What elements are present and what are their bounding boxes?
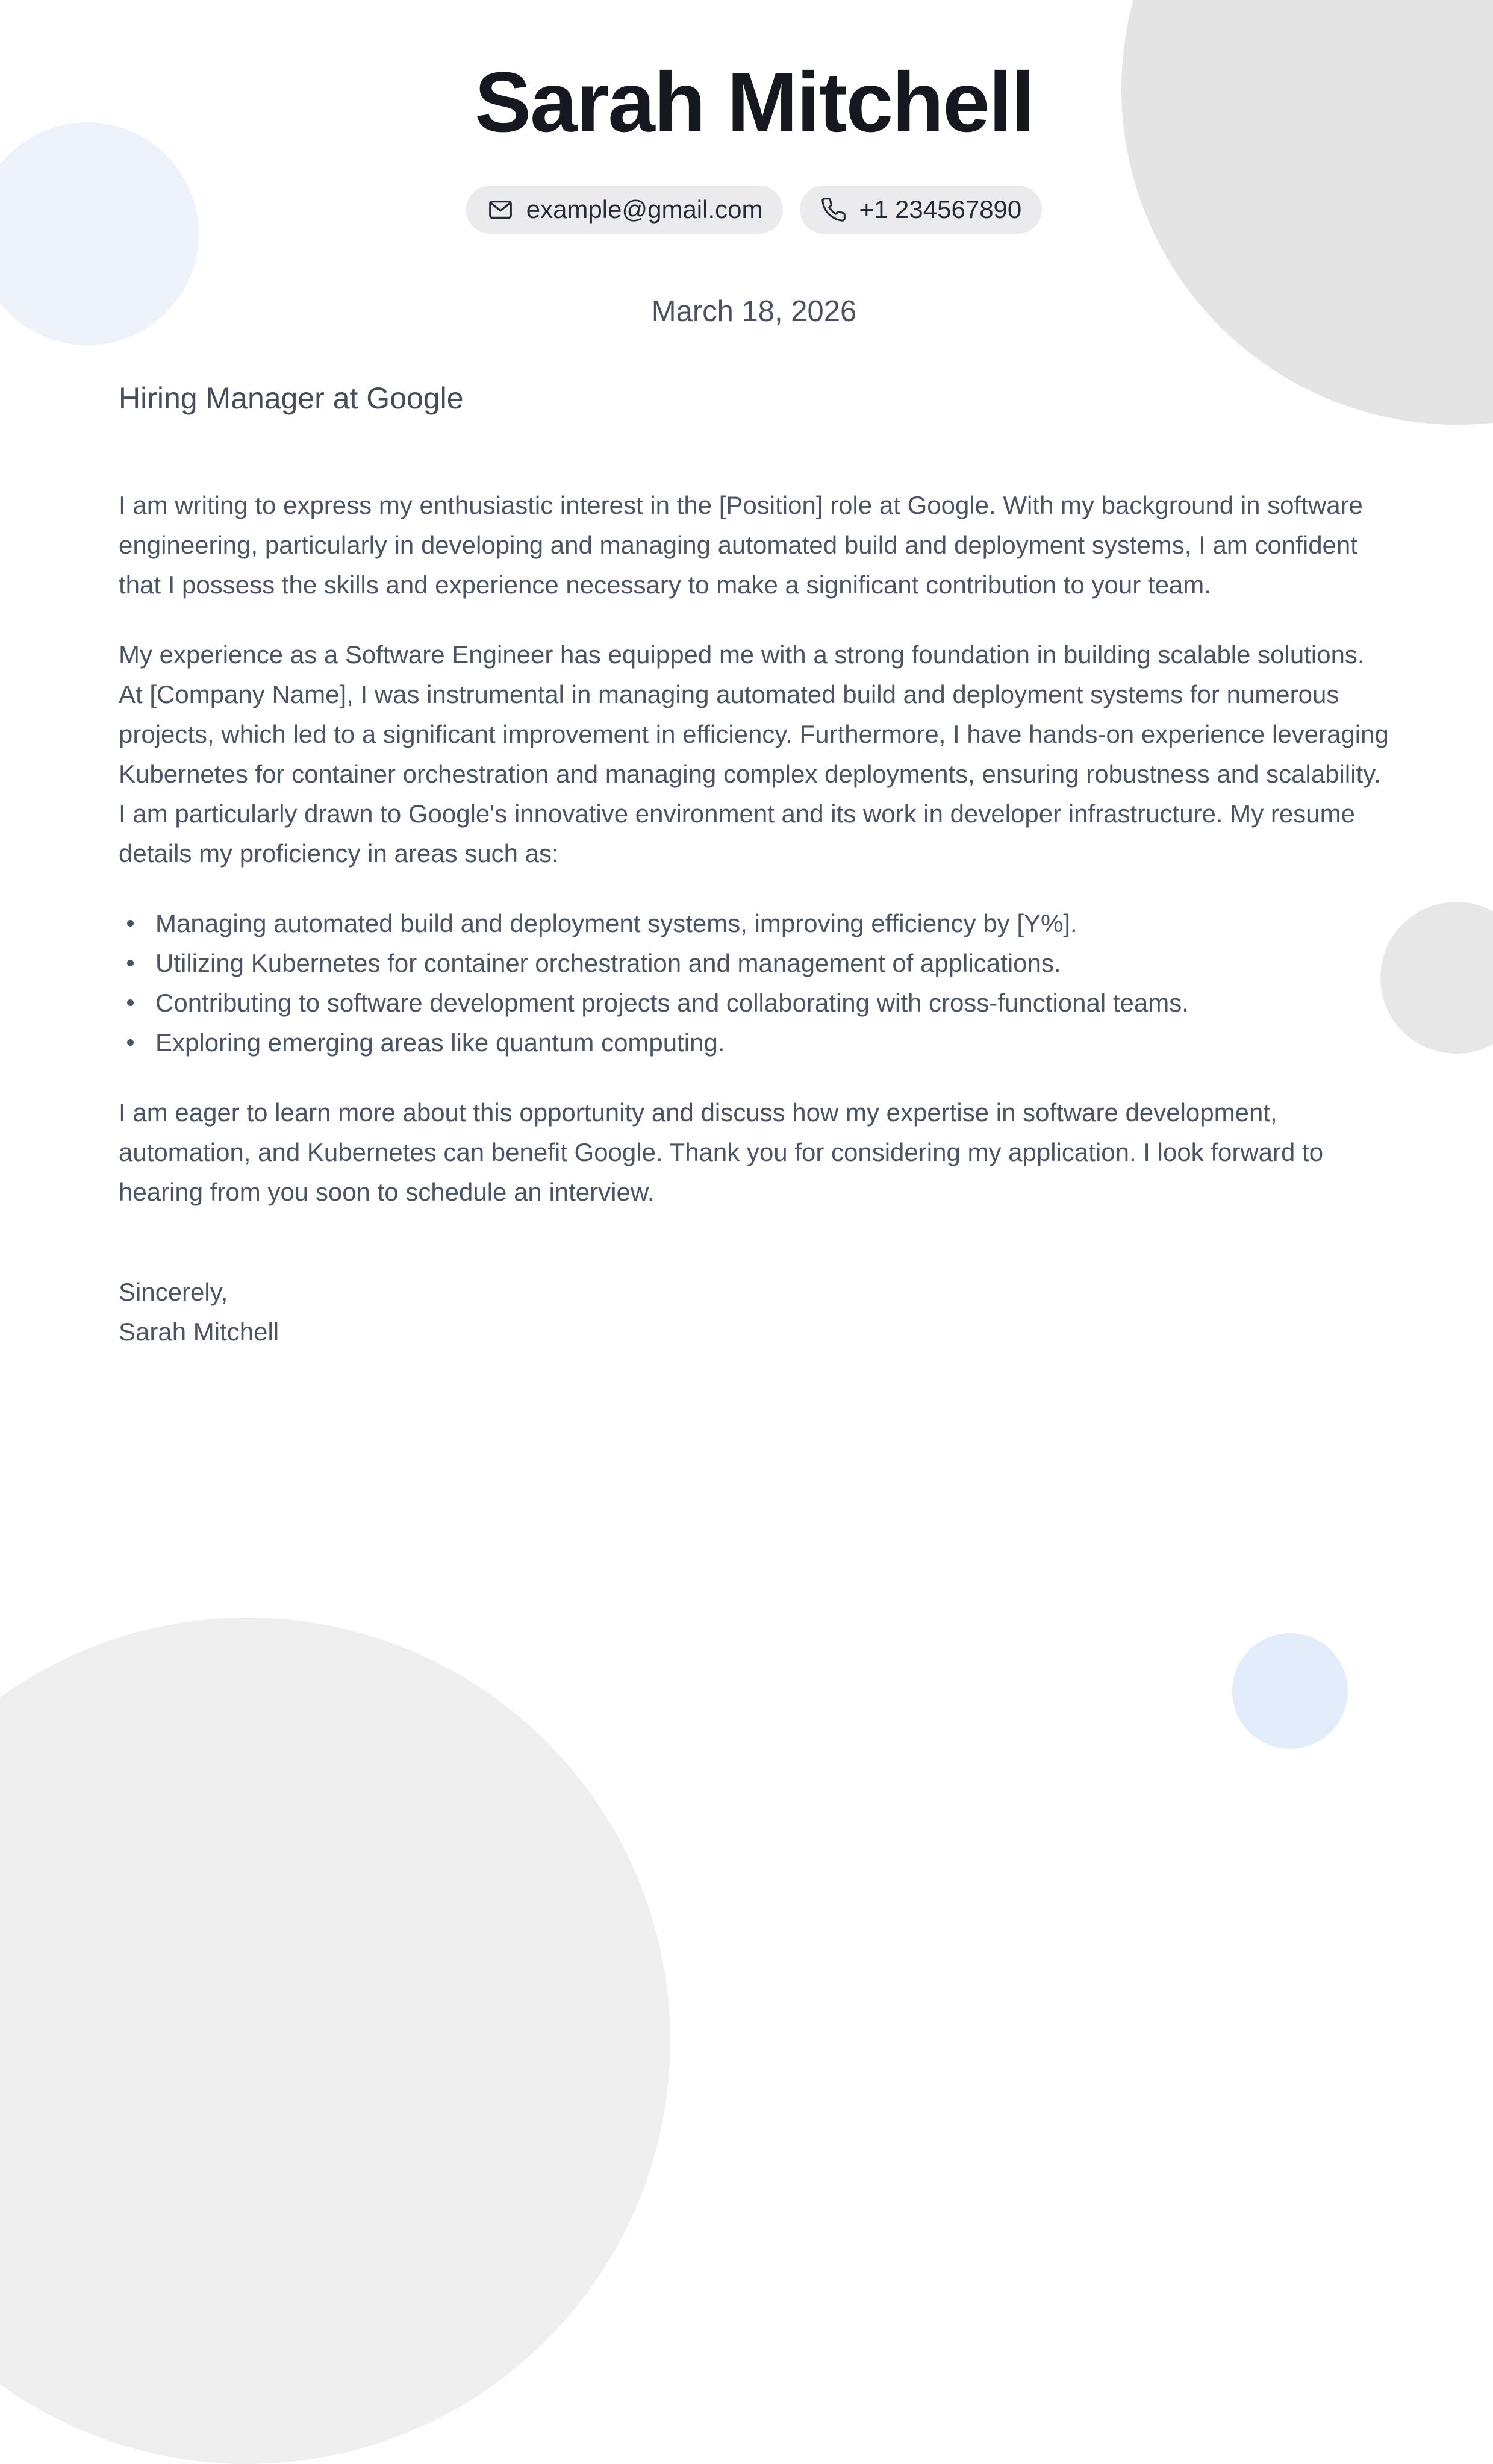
phone-text: +1 234567890	[859, 195, 1022, 224]
list-item-text: Utilizing Kubernetes for container orchestration and management of applications.	[155, 949, 1061, 978]
list-item-text: Exploring emerging areas like quantum computing.	[155, 1028, 725, 1057]
list-item	[119, 983, 1389, 1023]
paragraph-experience	[119, 635, 1389, 874]
decorative-circle-bottom-right	[1232, 1633, 1348, 1749]
bullet-dot	[127, 920, 134, 927]
list-item-text: Contributing to software development projects and collaborating with cross-functional teams.	[155, 989, 1189, 1018]
closing-block	[119, 1272, 1389, 1352]
phone-icon	[820, 196, 847, 223]
cover-letter-page	[0, 54, 1493, 2171]
envelope-icon	[487, 196, 514, 224]
bullet-dot	[127, 999, 134, 1006]
letter-content	[0, 54, 1493, 1352]
letter-date: March 18, 2026	[651, 295, 857, 328]
email-pill	[466, 186, 784, 234]
page-title: Sarah Mitchell	[475, 54, 1033, 149]
paragraph-experience-text: My experience as a Software Engineer has equipped me with a strong foundation in building scalable solutions. At [Company Name], I was instrumental in managing automated build and deployment systems for numerous projects, which led to a significant improvement in efficiency. Furthermore, I have hands-on experience leveraging Kubernetes for container orchestration and managing complex deployments, ensuring robustness and scalability.	[119, 640, 1389, 789]
list-item-text: Managing automated build and deployment systems, improving efficiency by [Y%].	[155, 909, 1077, 938]
phone-pill	[800, 186, 1042, 234]
paragraph-closing: I am eager to learn more about this opportunity and discuss how my expertise in software development, automation, and Kubernetes can benefit Google. Thank you for considering my application. I look forward to hearing from you soon to schedule an interview.	[119, 1098, 1324, 1207]
email-text: example@gmail.com	[526, 195, 763, 224]
letter-body	[119, 486, 1389, 1352]
contact-row	[119, 186, 1389, 234]
list-item	[119, 1023, 1389, 1063]
paragraph-intro: I am writing to express my enthusiastic interest in the [Position] role at Google. With my background in software engineering, particularly in developing and managing automated build and deployment systems, I am confident that I possess the skills and experience necessary to make a significant contribution to your team.	[119, 491, 1363, 599]
highlights-list	[119, 904, 1389, 1063]
decorative-circle-bottom-left	[0, 1618, 670, 2464]
list-item	[119, 904, 1389, 943]
paragraph-motivation-text: I am particularly drawn to Google's innovative environment and its work in developer infrastructure. My resume details my proficiency in areas such as:	[119, 799, 1355, 868]
recipient-line: Hiring Manager at Google	[119, 381, 464, 416]
bullet-dot	[127, 960, 134, 966]
signature-line: Sarah Mitchell	[119, 1318, 279, 1346]
list-item	[119, 943, 1389, 983]
closing-salutation: Sincerely,	[119, 1278, 228, 1307]
bullet-dot	[127, 1039, 134, 1046]
